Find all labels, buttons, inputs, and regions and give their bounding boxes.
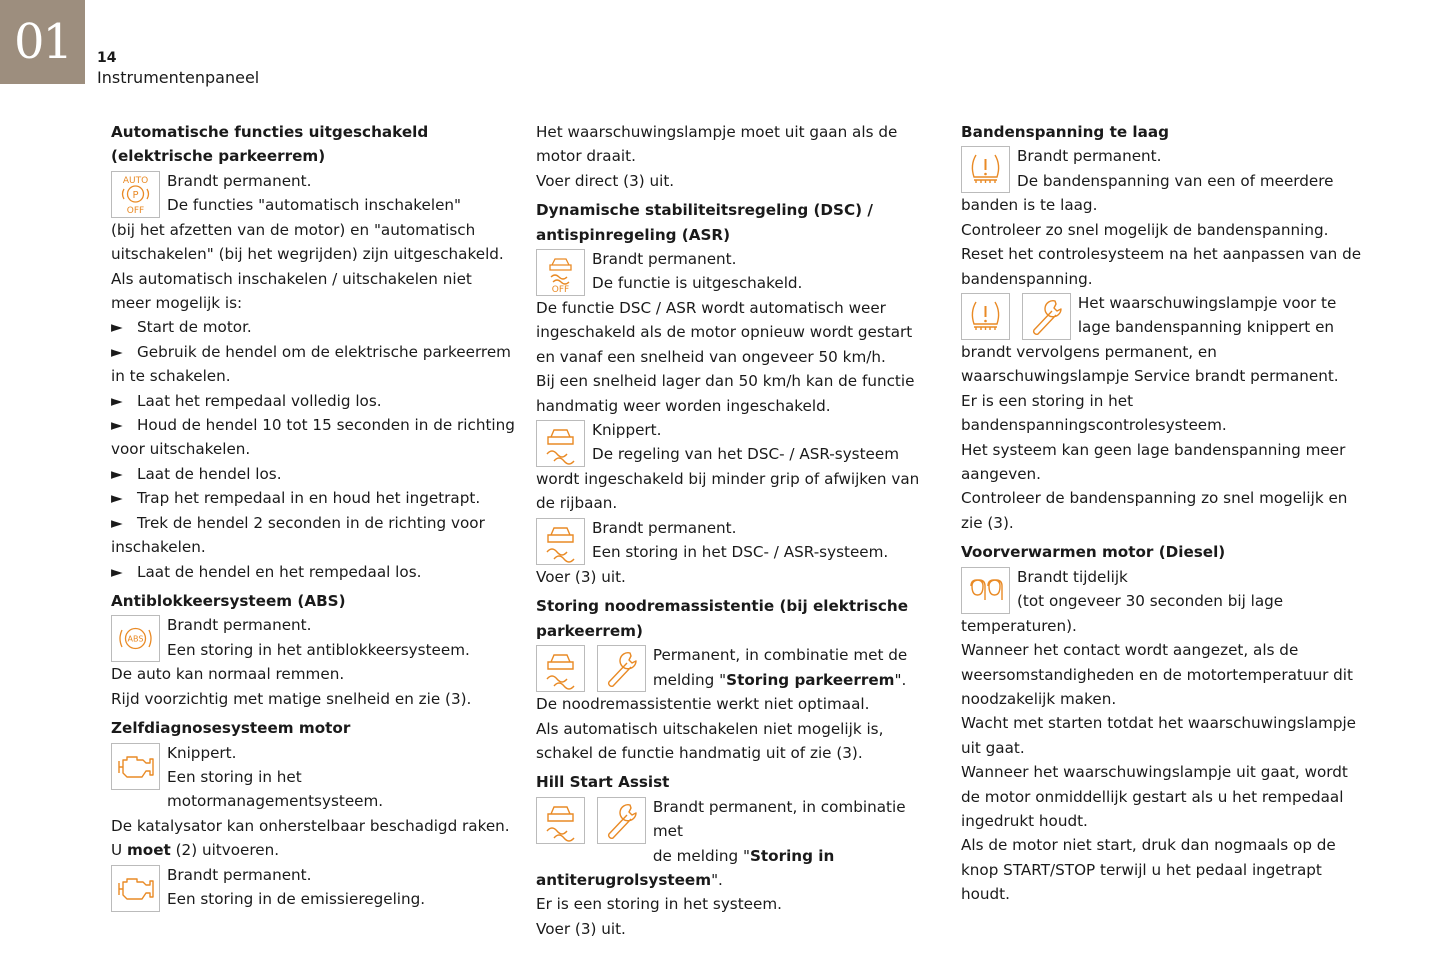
heading-preheating: Voorverwarmen motor (Diesel) (961, 543, 1226, 562)
hill-line-1: Brandt permanent, in combinatie met (652, 797, 906, 841)
list-item: ► Laat het rempedaal volledig los. (111, 389, 516, 413)
heading-tyre-pressure: Bandenspanning te laag (961, 123, 1170, 141)
warning-row-glow (961, 565, 1366, 614)
tyre-paragraph-6: Controleer de bandenspanning zo snel mogelijk en zie (3). (961, 489, 1348, 532)
list-item: ► Houd de hendel 10 tot 15 seconden in de richting voor uitschakelen. (111, 413, 516, 462)
dsc-paragraph-3: Bij een snelheid lager dan 50 km/h kan de functie handmatig weer worden ingeschakeld. (536, 372, 915, 415)
warning-row-dsc-off (536, 247, 934, 296)
glow-paragraph-4: Wanneer het waarschuwingslampje uit gaat, wordt de motor onmiddellijk gestart als u het rempedaal ingedrukt houdt. (961, 763, 1348, 830)
abs-line-1: Brandt permanent. (167, 616, 312, 635)
brake-line-2: melding "Storing parkeerrem". (652, 670, 907, 689)
list-item: ► Start de motor. (111, 315, 516, 339)
tyre-pressure-icon (961, 293, 1010, 340)
auto-line-2: De functies "automatisch inschakelen" (167, 196, 462, 215)
wrench-icon (597, 797, 646, 844)
tyre-paragraph-4: Er is een storing in het bandenspanningscontrolesysteem. (961, 391, 1227, 435)
heading-dsc: Dynamische stabiliteitsregeling (DSC) / antispinregeling (ASR) (536, 201, 873, 244)
arrow-icon: ► (111, 464, 123, 483)
warning-row-brake (536, 643, 934, 692)
list-item: ► Trap het rempedaal in en houd het ingetrapt. (111, 486, 516, 510)
auto-p-off-icon (111, 171, 160, 218)
icon-off-label: OFF (551, 285, 570, 296)
heading-engine-diagnosis: Zelfdiagnosesysteem motor (111, 719, 351, 738)
dsc-icon (536, 645, 585, 692)
icon-abs-label: ABS (127, 634, 144, 644)
tyre1-line-1: Brandt permanent. (1017, 147, 1162, 166)
heading-hill-start: Hill Start Assist (536, 773, 670, 792)
engine2-line-2: Een storing in de emissieregeling. (167, 889, 426, 908)
dsc-off-icon (536, 249, 585, 296)
tyre2-line-1: Het waarschuwingslampje voor te (1077, 294, 1337, 313)
auto-paragraph-2: Als automatisch inschakelen / uitschakelen niet meer mogelijk is: (111, 269, 472, 313)
dsc-icon (536, 518, 585, 565)
dsc-icon (536, 797, 585, 844)
dsc-paragraph-4: Voer (3) uit. (536, 567, 626, 586)
wrench-icon (597, 645, 646, 692)
warning-row-auto (111, 169, 516, 218)
engine1-line-2: Een storing in het motormanagementsysteem. (167, 767, 384, 811)
warning-row-tyre-2 (961, 291, 1366, 340)
wrench-icon (1022, 293, 1071, 340)
abs-icon (111, 615, 160, 662)
engine-paragraph-2: De katalysator kan onherstelbaar beschadigd raken. (111, 816, 510, 835)
tyre2-line-2: lage bandenspanning knippert en (1077, 318, 1335, 337)
engine1-line-1: Knippert. (167, 743, 237, 762)
column-2 (536, 120, 934, 941)
list-item: ► Laat de hendel los. (111, 462, 516, 486)
warning-row-dsc-fault (536, 516, 934, 565)
icon-off-label: OFF (126, 205, 145, 216)
warning-row-abs (111, 613, 516, 662)
glow-rest: temperaturen). (961, 616, 1077, 635)
list-item: ► Trek de hendel 2 seconden in de richting voor inschakelen. (111, 511, 516, 560)
dsc2-line-1: Knippert. (592, 421, 662, 440)
dsc2-rest: wordt ingeschakeld bij minder grip of afwijken van de rijbaan. (536, 470, 920, 513)
icon-p-label: P (132, 189, 139, 201)
page-number: 14 (97, 50, 117, 66)
brake-paragraph-3: Als automatisch uitschakelen niet mogelijk is, schakel de functie handmatig uit of zie (3). (536, 719, 884, 762)
dsc2-line-2: De regeling van het DSC- / ASR-systeem (592, 445, 900, 464)
tyre-paragraph-2: Controleer zo snel mogelijk de bandenspanning. (961, 220, 1329, 239)
glow-line-2: (tot ongeveer 30 seconden bij lage (1017, 592, 1284, 611)
engine-icon (111, 865, 160, 912)
chapter-tab: 01 (0, 0, 85, 84)
arrow-icon: ► (111, 489, 123, 508)
glow-plug-icon (961, 567, 1010, 614)
section-title: Instrumentenpaneel (97, 68, 260, 87)
warning-row-tyre-1 (961, 144, 1366, 193)
arrow-icon: ► (111, 318, 123, 337)
icon-auto-label: AUTO (122, 175, 149, 186)
tyre-pressure-icon (961, 146, 1010, 193)
bullet-list (111, 315, 516, 583)
brake-paragraph-2: De noodremassistentie werkt niet optimaal. (536, 695, 870, 714)
glow-paragraph-2: Wanneer het contact wordt aangezet, als de weersomstandigheden en de motortemperatuur dit noodzakelijk maken. (961, 641, 1353, 708)
tyre1-line-2: De bandenspanning van een of meerdere (1017, 171, 1334, 190)
glow-line-1: Brandt tijdelijk (1017, 567, 1128, 586)
tyre1-rest: banden is te laag. (961, 196, 1098, 215)
dsc3-line-2: Een storing in het DSC- / ASR-systeem. (592, 543, 889, 562)
heading-auto-functions: Automatische functies uitgeschakeld (elektrische parkeerrem) (111, 123, 429, 166)
dsc1-line-1: Brandt permanent. (592, 250, 737, 269)
auto-line-1: Brandt permanent. (167, 171, 312, 190)
dsc-icon (536, 420, 585, 467)
glow-paragraph-3: Wacht met starten totdat het waarschuwingslampje uit gaat. (961, 714, 1357, 757)
heading-abs: Antiblokkeersysteem (ABS) (111, 591, 346, 610)
glow-paragraph-5: Als de motor niet start, druk dan nogmaals op de knop START/STOP terwijl u het pedaal ingetrapt houdt. (961, 836, 1336, 904)
tyre2-rest: brandt vervolgens permanent, en waarschuwingslampje Service brandt permanent. (961, 343, 1339, 386)
hill-line-3: antiterugrolsysteem". (536, 870, 723, 889)
brake-line-1: Permanent, in combinatie met de (652, 646, 908, 665)
warning-row-hill (536, 795, 934, 868)
engine-icon (111, 743, 160, 790)
arrow-icon: ► (111, 342, 123, 361)
column-1 (111, 120, 516, 912)
warning-row-engine-1 (111, 741, 516, 814)
arrow-icon: ► (111, 562, 123, 581)
hill-paragraph-3: Voer (3) uit. (536, 919, 626, 938)
engine-paragraph-3: U moet (2) uitvoeren. (111, 841, 280, 860)
list-item: ► Gebruik de hendel om de elektrische parkeerrem in te schakelen. (111, 340, 516, 389)
abs-paragraph-2: De auto kan normaal remmen. (111, 665, 345, 684)
list-item: ► Laat de hendel en het rempedaal los. (111, 560, 516, 584)
column-3 (961, 120, 1366, 907)
engine2-line-1: Brandt permanent. (167, 865, 312, 884)
dsc-paragraph-2: De functie DSC / ASR wordt automatisch weer ingeschakeld als de motor opnieuw wordt gestart en vanaf een snelheid van ongeveer 50 km/h. (536, 299, 913, 366)
tyre-paragraph-3: Reset het controlesysteem na het aanpassen van de bandenspanning. (961, 245, 1362, 288)
auto-rest: (bij het afzetten van de motor) en "automatisch uitschakelen" (bij het wegrijden) zijn uitgeschakeld. (111, 220, 504, 264)
tyre-paragraph-5: Het systeem kan geen lage bandenspanning meer aangeven. (961, 440, 1346, 484)
intro-paragraph: Het waarschuwingslampje moet uit gaan als de motor draait. (536, 123, 898, 166)
dsc3-line-1: Brandt permanent. (592, 518, 737, 537)
heading-emergency-brake: Storing noodremassistentie (bij elektrische parkeerrem) (536, 597, 908, 640)
intro-paragraph-2: Voer direct (3) uit. (536, 171, 675, 190)
hill-line-2: de melding "Storing in (652, 846, 835, 865)
arrow-icon: ► (111, 513, 123, 532)
dsc1-line-2: De functie is uitgeschakeld. (592, 274, 803, 293)
abs-paragraph-3: Rijd voorzichtig met matige snelheid en zie (3). (111, 689, 472, 708)
warning-row-engine-2 (111, 863, 516, 912)
arrow-icon: ► (111, 416, 123, 435)
arrow-icon: ► (111, 391, 123, 410)
abs-line-2: Een storing in het antiblokkeersysteem. (167, 640, 470, 659)
hill-paragraph-2: Er is een storing in het systeem. (536, 895, 782, 914)
warning-row-dsc-flash (536, 418, 934, 467)
